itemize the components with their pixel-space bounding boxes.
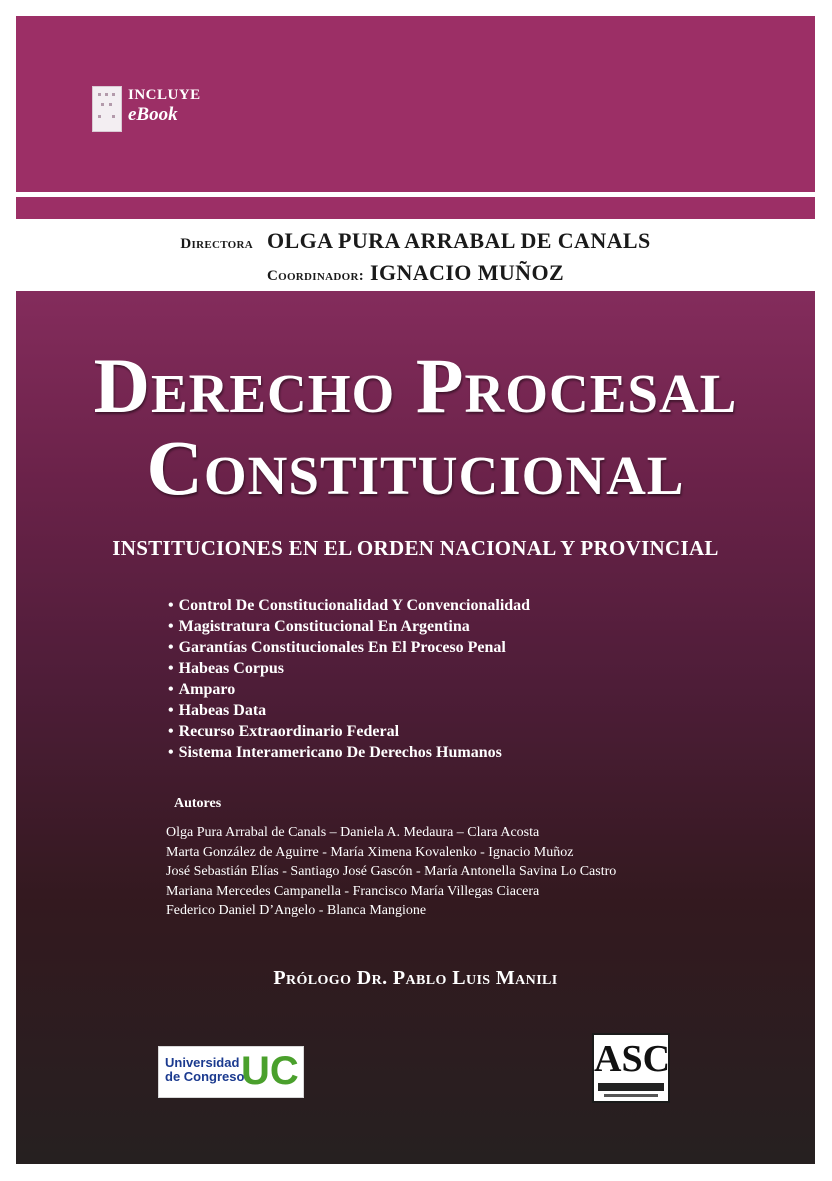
author-line: José Sebastián Elías - Santiago José Gascón - María Antonella Savina Lo Castro: [166, 864, 617, 879]
university-logo: [158, 1046, 304, 1098]
title-line-1: Derecho Procesal: [93, 342, 738, 429]
university-mark: UC: [241, 1049, 299, 1093]
publisher-logo-bar: [598, 1083, 664, 1091]
director-role: Directora: [180, 236, 253, 252]
credits-block: [16, 222, 815, 288]
top-color-band: [16, 16, 815, 192]
coordinator-role: Coordinador:: [266, 268, 364, 284]
topic-item: • Garantías Constitucionales En El Proceso Penal: [168, 637, 530, 658]
director-credit: [16, 228, 815, 254]
author-line: Federico Daniel D’Angelo - Blanca Mangione: [166, 903, 427, 918]
topics-list: [168, 595, 530, 763]
topic-item: • Recurso Extraordinario Federal: [168, 721, 530, 742]
authors-list: [166, 823, 616, 921]
ebook-badge-line1: INCLUYE: [128, 87, 201, 103]
author-line: Olga Pura Arrabal de Canals – Daniela A. Medaura – Clara Acosta: [166, 825, 540, 840]
thin-color-band: [16, 197, 815, 219]
title-line-2: Constitucional: [146, 424, 685, 511]
university-name: [165, 1056, 244, 1084]
authors-heading: Autores: [174, 796, 222, 811]
main-cover-panel: [16, 291, 815, 1164]
topic-item: • Amparo: [168, 679, 530, 700]
coordinator-name: IGNACIO MUÑOZ: [370, 260, 565, 285]
university-name-line1: Universidad: [165, 1055, 240, 1070]
topic-item: • Habeas Corpus: [168, 658, 530, 679]
author-line: Marta González de Aguirre - María Ximena Kovalenko - Ignacio Muñoz: [166, 844, 574, 860]
publisher-logo-underline: [604, 1094, 658, 1097]
subtitle: INSTITUCIONES EN EL ORDEN NACIONAL Y PROVINCIAL: [112, 536, 719, 560]
ebook-badge: [90, 86, 230, 132]
topic-item: • Control De Constitucionalidad Y Convencionalidad: [168, 595, 530, 616]
topic-item: • Habeas Data: [168, 700, 530, 721]
director-name: OLGA PURA ARRABAL DE CANALS: [266, 228, 651, 253]
book-cover: [16, 16, 815, 1164]
coordinator-credit: [16, 260, 815, 286]
author-line: Mariana Mercedes Campanella - Francisco María Villegas Ciacera: [166, 883, 540, 899]
university-name-line2: de Congreso: [165, 1069, 245, 1084]
ebook-icon: [92, 86, 122, 132]
prologue-credit: Prólogo Dr. Pablo Luis Manili: [273, 967, 558, 989]
publisher-mark: ASC: [594, 1038, 671, 1080]
topic-item: • Magistratura Constitucional En Argentina: [168, 616, 530, 637]
publisher-logo: [592, 1033, 670, 1103]
ebook-badge-line2: eBook: [128, 104, 178, 125]
topic-item: • Sistema Interamericano De Derechos Humanos: [168, 742, 530, 763]
